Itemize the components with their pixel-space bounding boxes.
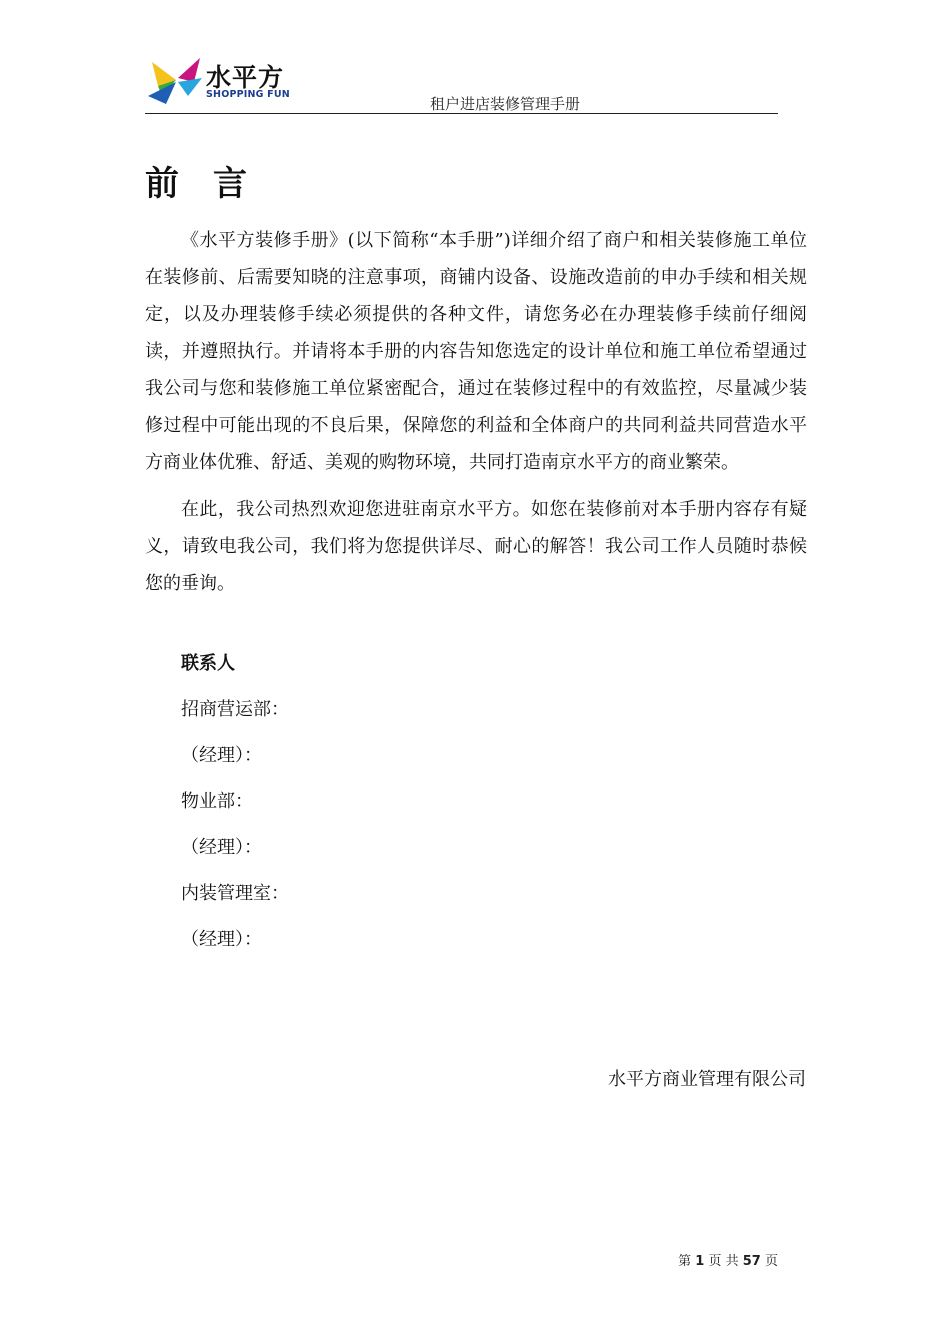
contacts-section bbox=[181, 648, 289, 970]
footer-mid: 页 共 bbox=[708, 1254, 739, 1269]
footer-total-pages: 57 bbox=[742, 1254, 761, 1269]
preface-paragraph-1: 《水平方装修手册》(以下简称“本手册”)详细介绍了商户和相关装修施工单位在装修前、后需要知晓的注意事项，商铺内设备、设施改造前的申办手续和相关规定，以及办理装修手续必须提供的各种文件，请您务必在办理装修手续前仔细阅读，并遵照执行。并请将本手册的内容告知您选定的设计单位和施工单位希望通过我公司与您和装修施工单位紧密配合，通过在装修过程中的有效监控，尽量减少装修过程中可能出现的不良后果，保障您的利益和全体商户的共同利益共同营造水平方商业体优雅、舒适、美观的购物环境，共同打造南京水平方的商业繁荣。 bbox=[145, 230, 807, 473]
preface-paragraph-2: 在此，我公司热烈欢迎您进驻南京水平方。如您在装修前对本手册内容存有疑义，请致电我公司，我们将为您提供详尽、耐心的解答！我公司工作人员随时恭候您的垂询。 bbox=[145, 499, 807, 594]
company-logo bbox=[148, 56, 288, 106]
butterfly-logo-icon bbox=[148, 56, 208, 106]
logo-brand-text: 水平方 bbox=[206, 63, 285, 92]
footer-suffix: 页 bbox=[764, 1254, 778, 1269]
company-signature: 水平方商业管理有限公司 bbox=[608, 1069, 806, 1090]
page-footer bbox=[678, 1250, 778, 1269]
contact-item-property-manager: （经理）： bbox=[181, 837, 262, 858]
contacts-heading: 联系人 bbox=[181, 653, 235, 674]
logo-subtext: SHOPPING FUN bbox=[206, 89, 290, 100]
preface-body bbox=[145, 222, 807, 602]
header-divider bbox=[145, 113, 778, 114]
contact-item-investment-dept: 招商营运部： bbox=[181, 699, 289, 720]
contact-item-interior-office: 内装管理室： bbox=[181, 883, 289, 904]
contact-item-property-dept: 物业部： bbox=[181, 791, 253, 812]
header-document-title: 租户进店装修管理手册 bbox=[430, 95, 581, 113]
contact-item-interior-manager: （经理）： bbox=[181, 929, 262, 950]
footer-page-number: 1 bbox=[695, 1254, 705, 1269]
contact-item-investment-manager: （经理）： bbox=[181, 745, 262, 766]
footer-prefix: 第 bbox=[678, 1254, 692, 1269]
page-title: 前言 bbox=[145, 164, 281, 204]
